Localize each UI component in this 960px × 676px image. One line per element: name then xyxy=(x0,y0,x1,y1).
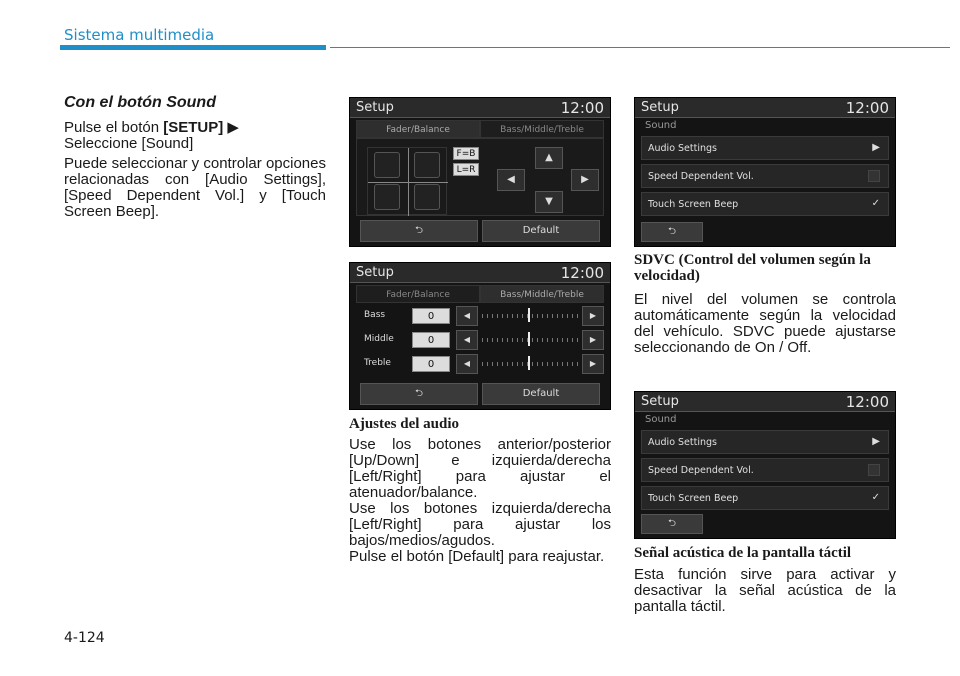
audio-caption: Ajustes del audio xyxy=(349,416,460,432)
section-bar xyxy=(60,45,326,50)
screen-clock: 12:00 xyxy=(845,393,889,411)
decrease-button[interactable]: ◀ xyxy=(456,354,478,374)
menu-touch-screen-beep[interactable] xyxy=(641,486,889,510)
seat-rear-left xyxy=(374,184,400,210)
menu-label: Touch Screen Beep xyxy=(648,199,739,210)
intro-description: Puede seleccionar y controlar opciones relacionadas con [Audio Settings], [Speed Dependent Vol.] y [Touch Screen Beep]. xyxy=(64,155,326,220)
tabs xyxy=(356,120,604,138)
back-button[interactable]: ⮌ xyxy=(641,222,703,242)
eq-slider[interactable] xyxy=(482,338,578,342)
screen-title-text: Setup xyxy=(641,100,679,115)
increase-button[interactable]: ▶ xyxy=(582,354,604,374)
screen-title-text: Setup xyxy=(356,100,394,115)
slider-knob[interactable] xyxy=(528,332,530,346)
seat-rear-right xyxy=(414,184,440,210)
tabs xyxy=(356,285,604,303)
sdvc-caption: SDVC (Control del volumen según la velocidad) xyxy=(634,252,871,284)
fader-panel xyxy=(356,138,604,216)
sound-subtitle: Sound xyxy=(645,414,677,425)
intro-heading: Con el botón Sound xyxy=(64,94,216,111)
header-rule xyxy=(330,47,950,48)
bottom-bar xyxy=(360,220,600,242)
fader-value: F=B xyxy=(453,147,479,160)
menu-audio-settings[interactable] xyxy=(641,430,889,454)
screen-title xyxy=(635,98,895,118)
tab-bass-middle-treble[interactable]: Bass/Middle/Treble xyxy=(480,285,604,303)
fader-balance-screen xyxy=(349,97,611,247)
setup-key-label: [SETUP] xyxy=(163,119,224,136)
screen-clock: 12:00 xyxy=(845,99,889,117)
left-button[interactable]: ◀ xyxy=(497,169,525,191)
back-button[interactable]: ⮌ xyxy=(360,220,478,242)
section-title: Sistema multimedia xyxy=(64,26,215,44)
intro-step-1 xyxy=(64,120,326,152)
sound-subtitle: Sound xyxy=(645,120,677,131)
menu-touch-screen-beep[interactable] xyxy=(641,192,889,216)
menu-label: Audio Settings xyxy=(648,143,717,154)
increase-button[interactable]: ▶ xyxy=(582,306,604,326)
right-button[interactable]: ▶ xyxy=(571,169,599,191)
eq-label: Treble xyxy=(364,358,391,368)
balance-value: L=R xyxy=(453,163,479,176)
screen-title xyxy=(635,392,895,412)
checkbox-icon[interactable] xyxy=(868,170,880,182)
beep-caption: Señal acústica de la pantalla táctil xyxy=(634,545,852,561)
eq-screen xyxy=(349,262,611,410)
seat-map[interactable] xyxy=(367,147,447,215)
sdvc-text: El nivel del volumen se controla automáticamente según la velocidad del vehículo. SDVC puede ajustarse seleccionando de On / Off. xyxy=(634,291,896,356)
decrease-button[interactable]: ◀ xyxy=(456,306,478,326)
check-icon[interactable]: ✓ xyxy=(871,198,880,209)
eq-label: Middle xyxy=(364,334,394,344)
menu-label: Audio Settings xyxy=(648,437,717,448)
eq-value: 0 xyxy=(412,332,450,348)
default-button[interactable]: Default xyxy=(482,383,600,405)
screen-clock: 12:00 xyxy=(560,99,604,117)
screen-title xyxy=(350,98,610,118)
eq-value: 0 xyxy=(412,308,450,324)
default-button[interactable]: Default xyxy=(482,220,600,242)
slider-knob[interactable] xyxy=(528,308,530,322)
eq-slider[interactable] xyxy=(482,362,578,366)
seat-front-left xyxy=(374,152,400,178)
decrease-button[interactable]: ◀ xyxy=(456,330,478,350)
page-number: 4-124 xyxy=(64,630,105,646)
up-button[interactable]: ▲ xyxy=(535,147,563,169)
screen-title-text: Setup xyxy=(356,265,394,280)
screen-title xyxy=(350,263,610,283)
menu-audio-settings[interactable] xyxy=(641,136,889,160)
eq-label: Bass xyxy=(364,310,386,320)
menu-speed-dependent-vol[interactable] xyxy=(641,458,889,482)
back-button[interactable]: ⮌ xyxy=(360,383,478,405)
arrow-right-icon: ▶ xyxy=(872,436,880,447)
menu-label: Speed Dependent Vol. xyxy=(648,171,754,182)
back-button[interactable]: ⮌ xyxy=(641,514,703,534)
eq-slider[interactable] xyxy=(482,314,578,318)
check-icon[interactable]: ✓ xyxy=(871,492,880,503)
arrow-right-icon: ▶ xyxy=(872,142,880,153)
audio-text: Use los botones anterior/posterior [Up/Down] e izquierda/derecha [Left/Right] para ajustar el atenuador/balance. Use los botones izquierda/derecha [Left/Right] para ajustar los bajos/medios/agudos. Pulse el botón [Default] para reajustar. xyxy=(349,436,611,565)
bottom-bar xyxy=(360,383,600,405)
menu-speed-dependent-vol[interactable] xyxy=(641,164,889,188)
sound-menu-screen-2 xyxy=(634,391,896,539)
intro-column xyxy=(64,94,326,224)
sound-menu-screen xyxy=(634,97,896,247)
arrow-icon: ▶ xyxy=(227,119,239,136)
tab-fader-balance[interactable]: Fader/Balance xyxy=(356,120,480,138)
eq-row-treble xyxy=(356,353,604,375)
beep-text: Esta función sirve para activar y desactivar la señal acústica de la pantalla táctil. xyxy=(634,566,896,615)
menu-label: Touch Screen Beep xyxy=(648,493,739,504)
tab-bass-middle-treble[interactable]: Bass/Middle/Treble xyxy=(480,120,604,138)
screen-clock: 12:00 xyxy=(560,264,604,282)
down-button[interactable]: ▼ xyxy=(535,191,563,213)
increase-button[interactable]: ▶ xyxy=(582,330,604,350)
tab-fader-balance[interactable]: Fader/Balance xyxy=(356,285,480,303)
eq-row-bass xyxy=(356,305,604,327)
screen-title-text: Setup xyxy=(641,394,679,409)
fader-line xyxy=(368,182,448,183)
slider-knob[interactable] xyxy=(528,356,530,370)
eq-row-middle xyxy=(356,329,604,351)
menu-label: Speed Dependent Vol. xyxy=(648,465,754,476)
step-text-2: Seleccione [Sound] xyxy=(64,135,194,152)
step-text: Pulse el botón xyxy=(64,119,164,136)
checkbox-icon[interactable] xyxy=(868,464,880,476)
eq-value: 0 xyxy=(412,356,450,372)
seat-front-right xyxy=(414,152,440,178)
